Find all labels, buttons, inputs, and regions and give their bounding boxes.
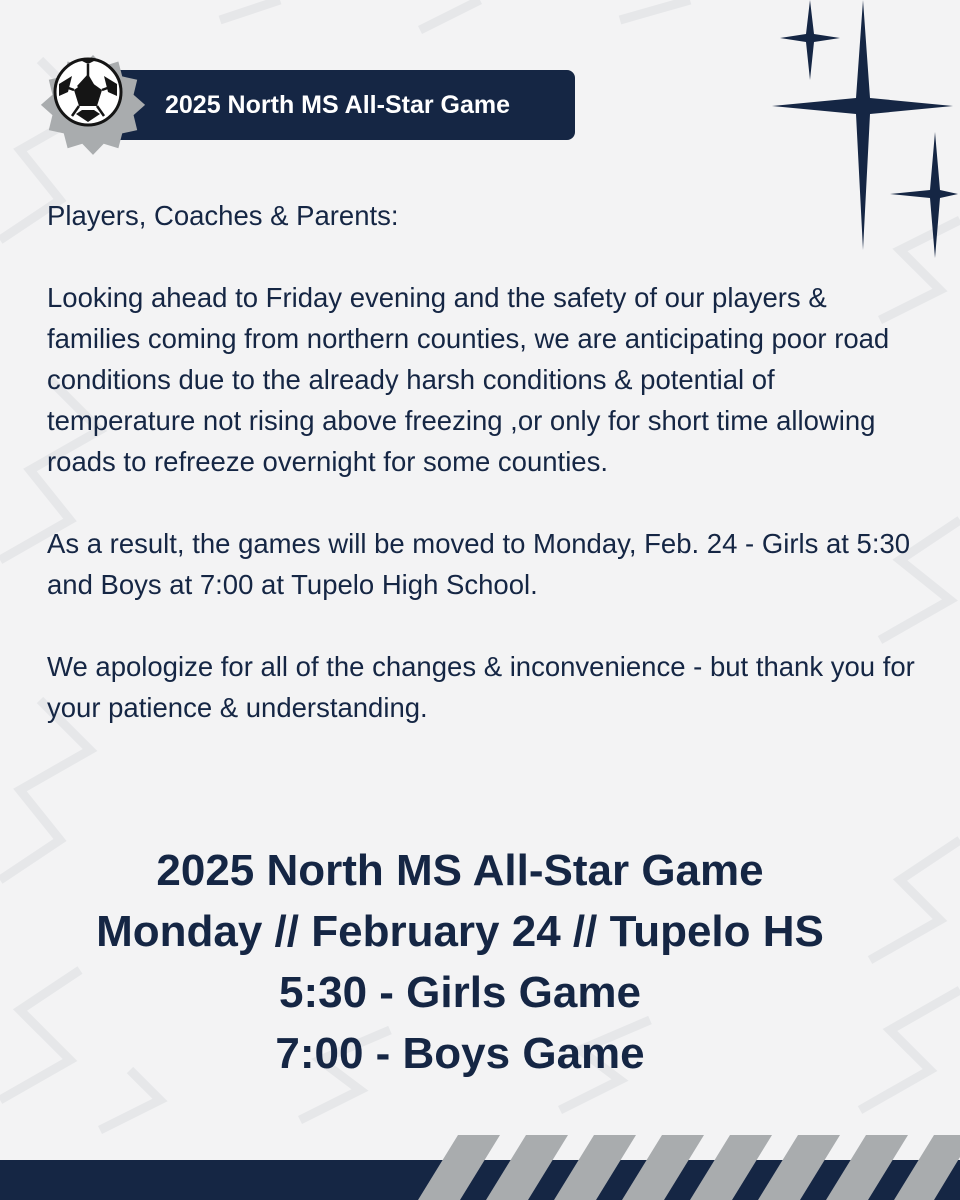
letter-paragraph-reschedule: As a result, the games will be moved to Monday, Feb. 24 - Girls at 5:30 and Boys at 7:00 at Tupelo High School. (47, 528, 911, 600)
announcement-letter (47, 195, 927, 728)
schedule-date-line: Monday // February 24 // Tupelo HS (96, 907, 824, 956)
letter-salutation: Players, Coaches & Parents: (47, 200, 399, 231)
letter-paragraph-apology: We apologize for all of the changes & inconvenience - but thank you for your patience & understanding. (47, 651, 915, 723)
header-title: 2025 North MS All-Star Game (165, 91, 511, 119)
schedule-boys-game: 7:00 - Boys Game (275, 1029, 645, 1078)
schedule-title: 2025 North MS All-Star Game (156, 846, 764, 895)
game-schedule (0, 840, 920, 1084)
letter-paragraph-weather: Looking ahead to Friday evening and the safety of our players & families coming from northern counties, we are anticipating poor road conditions due to the already harsh conditions & potential of temperature not rising above freezing ,or only for short time allowing roads to refreeze overnight for some counties. (47, 282, 890, 477)
schedule-girls-game: 5:30 - Girls Game (279, 968, 641, 1017)
soccer-ball-icon (18, 28, 168, 178)
footer-stripes (0, 1135, 960, 1200)
